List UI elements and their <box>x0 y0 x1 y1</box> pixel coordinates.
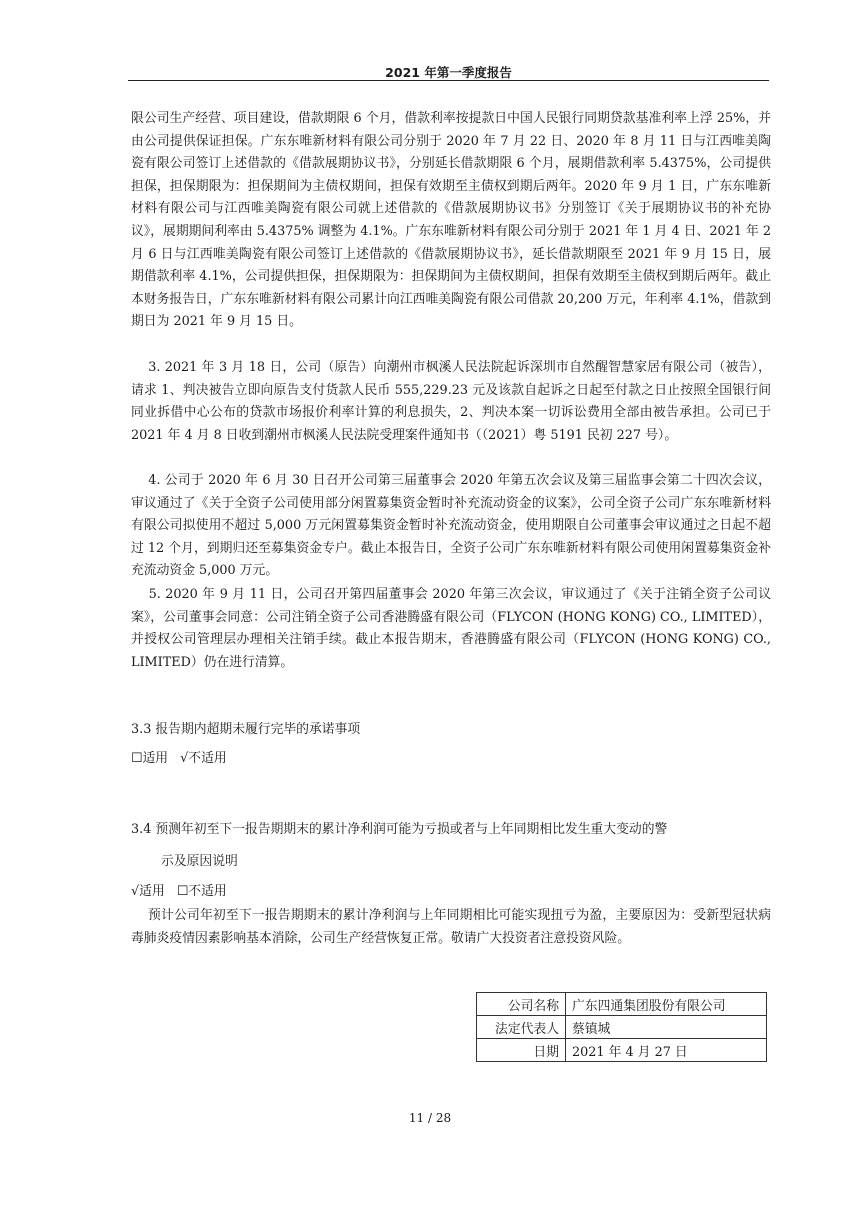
option-applicable: √适用 <box>131 884 165 899</box>
paragraph-subsidiary-deregistration: 5. 2020 年 9 月 11 日，公司召开第四届董事会 2020 年第三次会议，审议通过了《关于注销全资子公司议案》，公司董事会同意：公司注销全资子公司香港腾盛有限公司（FLYCON (HONG KONG) CO., LIMITED），并授权公司管理层办理相关注销手续。截止本报告期末，香港腾盛有限公司（FLYCON (HONG KONG) CO., LIMITED）仍在进行清算。 <box>131 587 776 670</box>
table-row <box>477 1039 767 1062</box>
option-applicable: ☐适用 <box>131 751 169 766</box>
option-not-applicable: ☐不适用 <box>176 884 227 899</box>
table-row <box>477 993 767 1016</box>
date-value: 2021 年 4 月 27 日 <box>566 1039 767 1062</box>
section-3-3-title: 3.3 报告期内超期未履行完毕的承诺事项 <box>131 722 361 737</box>
legal-representative-label: 法定代表人 <box>477 1016 566 1039</box>
header-divider <box>128 80 769 81</box>
section-3-3-options <box>131 748 235 770</box>
legal-representative-value: 蔡镇城 <box>566 1016 767 1039</box>
company-name-value: 广东四通集团股份有限公司 <box>566 993 767 1016</box>
section-3-4-options <box>131 881 235 903</box>
option-not-applicable: √不适用 <box>180 751 227 766</box>
table-row <box>477 1016 767 1039</box>
page-number: 11 / 28 <box>408 1111 452 1125</box>
paragraph-loan-extension: 限公司生产经营、项目建设，借款期限 6 个月，借款利率按提款日中国人民银行同期贷款基准利率上浮 25%，并由公司提供保证担保。广东东唯新材料有限公司分别于 2020 年 7 月 22 日、2020 年 8 月 11 日与江西唯美陶瓷有限公司签订上述借款的《借款展期协议书》，分别延长借款期限 6 个月，展期借款利率 5.4375%，公司提供担保，担保期限为：担保期间为主债权期间，担保有效期至主债权到期后两年。2020 年 9 月 1 日，广东东唯新材料有限公司与江西唯美陶瓷有限公司就上述借款的《借款展期协议书》分别签订《关于展期协议书的补充协议》，展期期间利率由 5.4375% 调整为 4.1%。广东东唯新材料有限公司分别于 2021 年 1 月 4 日、2021 年 2 月 6 日与江西唯美陶瓷有限公司签订上述借款的《借款展期协议书》，延长借款期限至 2021 年 9 月 15 日，展期借款利率 4.1%，公司提供担保，担保期限为：担保期间为主债权期间，担保有效期至主债权到期后两年。截止本财务报告日，广东东唯新材料有限公司累计向江西唯美陶瓷有限公司借款 20,200 万元，年利率 4.1%，借款到期日为 2021 年 9 月 15 日。 <box>131 111 776 330</box>
company-name-label: 公司名称 <box>477 993 566 1016</box>
section-3-4-title: 3.4 预测年初至下一报告期期末的累计净利润可能为亏损或者与上年同期相比发生重大变动的警 <box>131 822 668 837</box>
paragraph-profit-forecast: 预计公司年初至下一报告期期末的累计净利润与上年同期相比可能实现扭亏为盈，主要原因为：受新型冠状病毒肺炎疫情因素影响基本消除，公司生产经营恢复正常。敬请广大投资者注意投资风险。 <box>131 908 771 946</box>
date-label: 日期 <box>477 1039 566 1062</box>
section-3-4-title-continued: 示及原因说明 <box>161 854 238 869</box>
company-signature-table <box>476 992 767 1062</box>
paragraph-lawsuit: 3. 2021 年 3 月 18 日，公司（原告）向潮州市枫溪人民法院起诉深圳市自然醒智慧家居有限公司（被告），请求 1、判决被告立即向原告支付货款人民币 555,229.23 元及该款自起诉之日起至付款之日止按照全国银行间同业拆借中心公布的贷款市场报价利率计算的利息损失，2、判决本案一切诉讼费用全部由被告承担。公司已于 2021 年 4 月 8 日收到潮州市枫溪人民法院受理案件通知书（（2021）粤 5191 民初 227 号）。 <box>131 360 776 443</box>
paragraph-idle-funds: 4. 公司于 2020 年 6 月 30 日召开公司第三届董事会 2020 年第五次会议及第三届监事会第二十四次会议，审议通过了《关于全资子公司使用部分闲置募集资金暂时补充流动资金的议案》，公司全资子公司广东东唯新材料有限公司拟使用不超过 5,000 万元闲置募集资金暂时补充流动资金，使用期限自公司董事会审议通过之日起不超过 12 个月，到期归还至募集资金专户。截止本报告日，全资子公司广东东唯新材料有限公司使用闲置募集资金补充流动资金 5,000 万元。 <box>131 473 771 579</box>
report-header-title: 2021 年第一季度报告 <box>385 65 512 80</box>
